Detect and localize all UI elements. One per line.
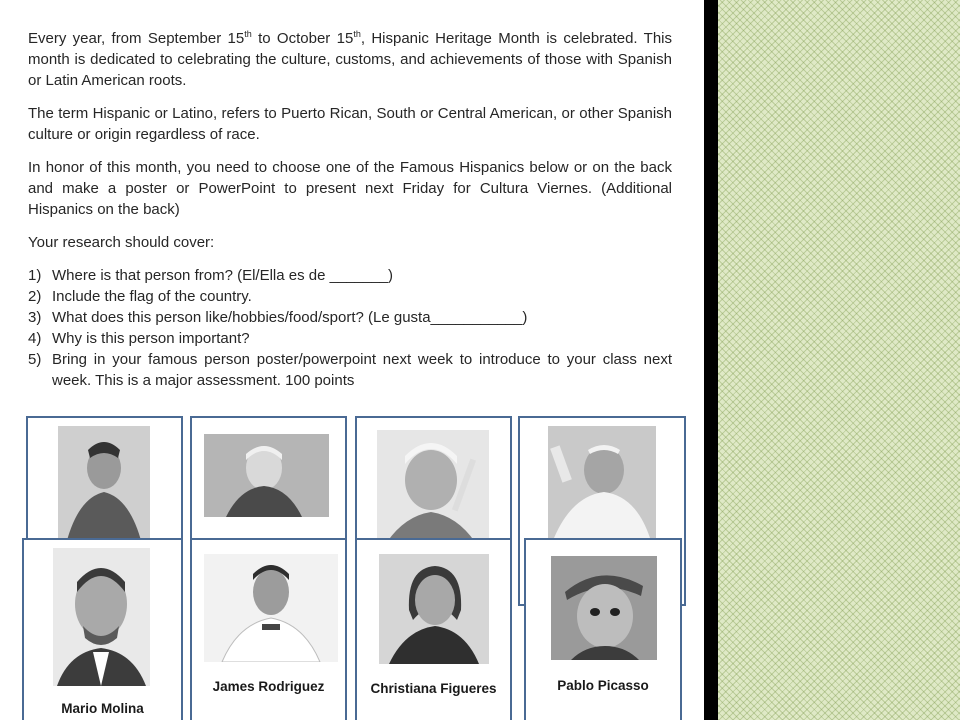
portrait-photo <box>548 426 656 538</box>
question-item <box>28 286 672 307</box>
person-card-3 <box>355 416 512 556</box>
question-number: 4) <box>28 330 42 347</box>
person-card-pablo-picasso <box>524 538 682 720</box>
questions-list <box>28 265 672 391</box>
person-name: Pablo Picasso <box>557 678 649 693</box>
question-text: Include the flag of the country. <box>52 288 252 305</box>
person-card-mario-molina <box>22 538 183 720</box>
person-card-christiana-figueres <box>355 538 512 720</box>
intro-paragraph-1 <box>28 28 672 91</box>
question-number: 3) <box>28 309 42 326</box>
portrait-photo <box>379 554 489 664</box>
person-card-botero <box>190 416 347 556</box>
background-pattern <box>718 0 960 720</box>
question-item <box>28 349 672 391</box>
question-text: Bring in your famous person poster/powerpoint next week to introduce to your class next week. This is a major assessment. 100 points <box>52 351 672 389</box>
person-name: Mario Molina <box>61 701 144 716</box>
question-item <box>28 307 672 328</box>
intro-text: Every year, from September 15 <box>28 30 245 47</box>
intro-text: , Hispanic Heritage Month is celebrated. This month is dedicated to celebrating the culture, customs, and achievements of those with Spanish or Latin American roots. <box>28 30 672 89</box>
portrait-photo <box>58 426 150 544</box>
portrait-photo <box>204 554 338 662</box>
intro-text: to October 15 <box>251 30 354 47</box>
person-card-james-rodriguez <box>190 538 347 720</box>
person-name: Christiana Figueres <box>370 681 497 696</box>
question-text: What does this person like/hobbies/food/sport? (Le gusta___________) <box>52 309 528 326</box>
worksheet-text <box>28 28 672 391</box>
person-name: James Rodriguez <box>212 679 325 694</box>
question-number: 5) <box>28 351 42 368</box>
portrait-photo <box>551 556 657 660</box>
intro-paragraph-2: The term Hispanic or Latino, refers to Puerto Rican, South or Central American, or other Spanish culture or origin regardless of race. <box>28 105 672 143</box>
question-text: Where is that person from? (El/Ella es de _______) <box>52 267 394 284</box>
question-number: 1) <box>28 267 42 284</box>
portrait-photo <box>204 434 329 517</box>
intro-paragraph-3: In honor of this month, you need to choose one of the Famous Hispanics below or on the back and make a poster or PowerPoint to present next Friday for Cultura Viernes. (Additional Hispanics on the back) <box>28 159 672 218</box>
portrait-photo <box>53 548 150 686</box>
question-number: 2) <box>28 288 42 305</box>
portrait-photo <box>377 430 489 542</box>
question-text: Why is this person important? <box>52 330 250 347</box>
superscript: th <box>353 29 361 39</box>
research-heading: Your research should cover: <box>28 234 215 251</box>
question-item <box>28 328 672 349</box>
superscript: th <box>244 29 252 39</box>
question-item <box>28 265 672 286</box>
page-divider <box>704 0 718 720</box>
person-card-frida <box>26 416 183 556</box>
